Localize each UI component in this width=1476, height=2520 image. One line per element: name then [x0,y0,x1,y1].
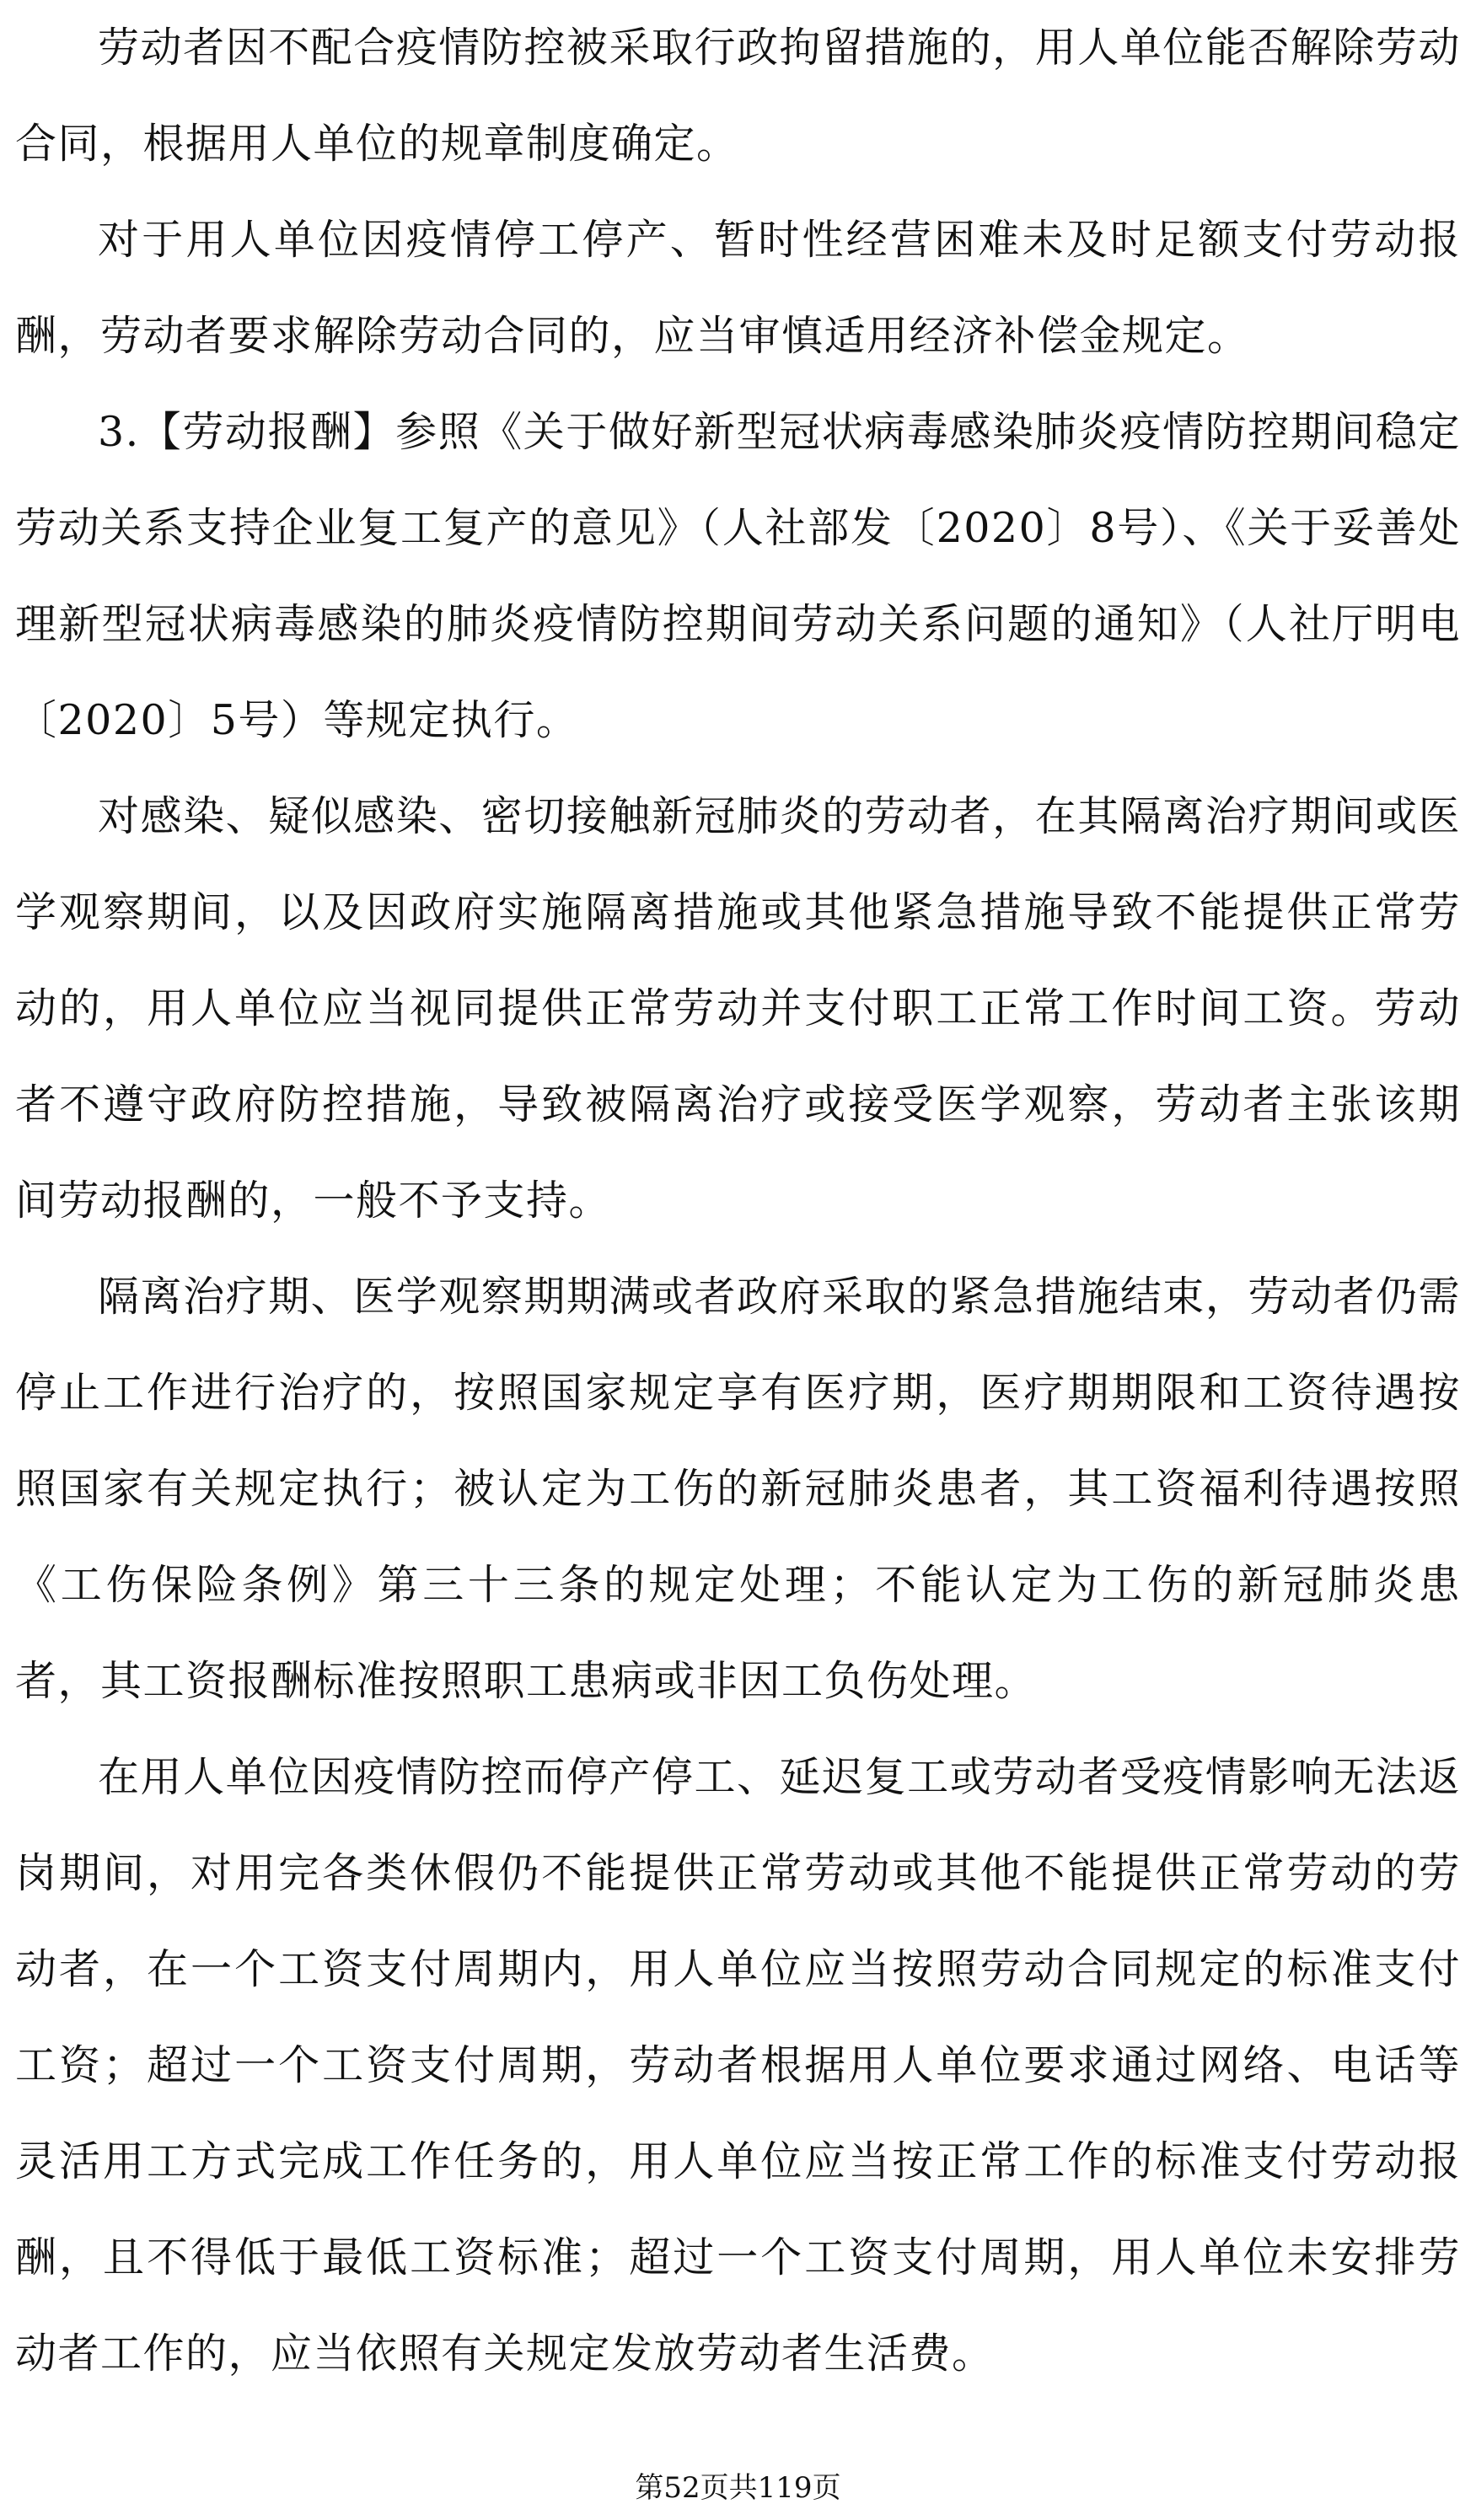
document-body [15,0,1461,2402]
paragraph-6: 在用人单位因疫情防控而停产停工、延迟复工或劳动者受疫情影响无法返岗期间，对用完各类休假仍不能提供正常劳动或其他不能提供正常劳动的劳动者，在一个工资支付周期内，用人单位应当按照劳动合同规定的标准支付工资；超过一个工资支付周期，劳动者根据用人单位要求通过网络、电话等灵活用工方式完成工作任务的，用人单位应当按正常工作的标准支付劳动报酬，且不得低于最低工资标准；超过一个工资支付周期，用人单位未安排劳动者工作的，应当依照有关规定发放劳动者生活费。 [15,1753,1461,2378]
paragraph-3: 3.【劳动报酬】参照《关于做好新型冠状病毒感染肺炎疫情防控期间稳定劳动关系支持企业复工复产的意见》（人社部发〔2020〕8号）、《关于妥善处理新型冠状病毒感染的肺炎疫情防控期间劳动关系问题的通知》（人社厅明电〔2020〕5号）等规定执行。 [15,408,1461,744]
paragraph-2: 对于用人单位因疫情停工停产、暂时性经营困难未及时足额支付劳动报酬，劳动者要求解除劳动合同的，应当审慎适用经济补偿金规定。 [15,216,1461,360]
paragraph-5: 隔离治疗期、医学观察期期满或者政府采取的紧急措施结束，劳动者仍需停止工作进行治疗的，按照国家规定享有医疗期，医疗期期限和工资待遇按照国家有关规定执行；被认定为工伤的新冠肺炎患者，其工资福利待遇按照《工伤保险条例》第三十三条的规定处理；不能认定为工伤的新冠肺炎患者，其工资报酬标准按照职工患病或非因工负伤处理。 [15,1273,1461,1705]
paragraph-4: 对感染、疑似感染、密切接触新冠肺炎的劳动者，在其隔离治疗期间或医学观察期间，以及因政府实施隔离措施或其他紧急措施导致不能提供正常劳动的，用人单位应当视同提供正常劳动并支付职工正常工作时间工资。劳动者不遵守政府防控措施，导致被隔离治疗或接受医学观察，劳动者主张该期间劳动报酬的，一般不予支持。 [15,792,1461,1225]
paragraph-1: 劳动者因不配合疫情防控被采取行政拘留措施的，用人单位能否解除劳动合同，根据用人单位的规章制度确定。 [15,24,1461,168]
page-number-footer: 第52页共119页 [635,2471,841,2505]
